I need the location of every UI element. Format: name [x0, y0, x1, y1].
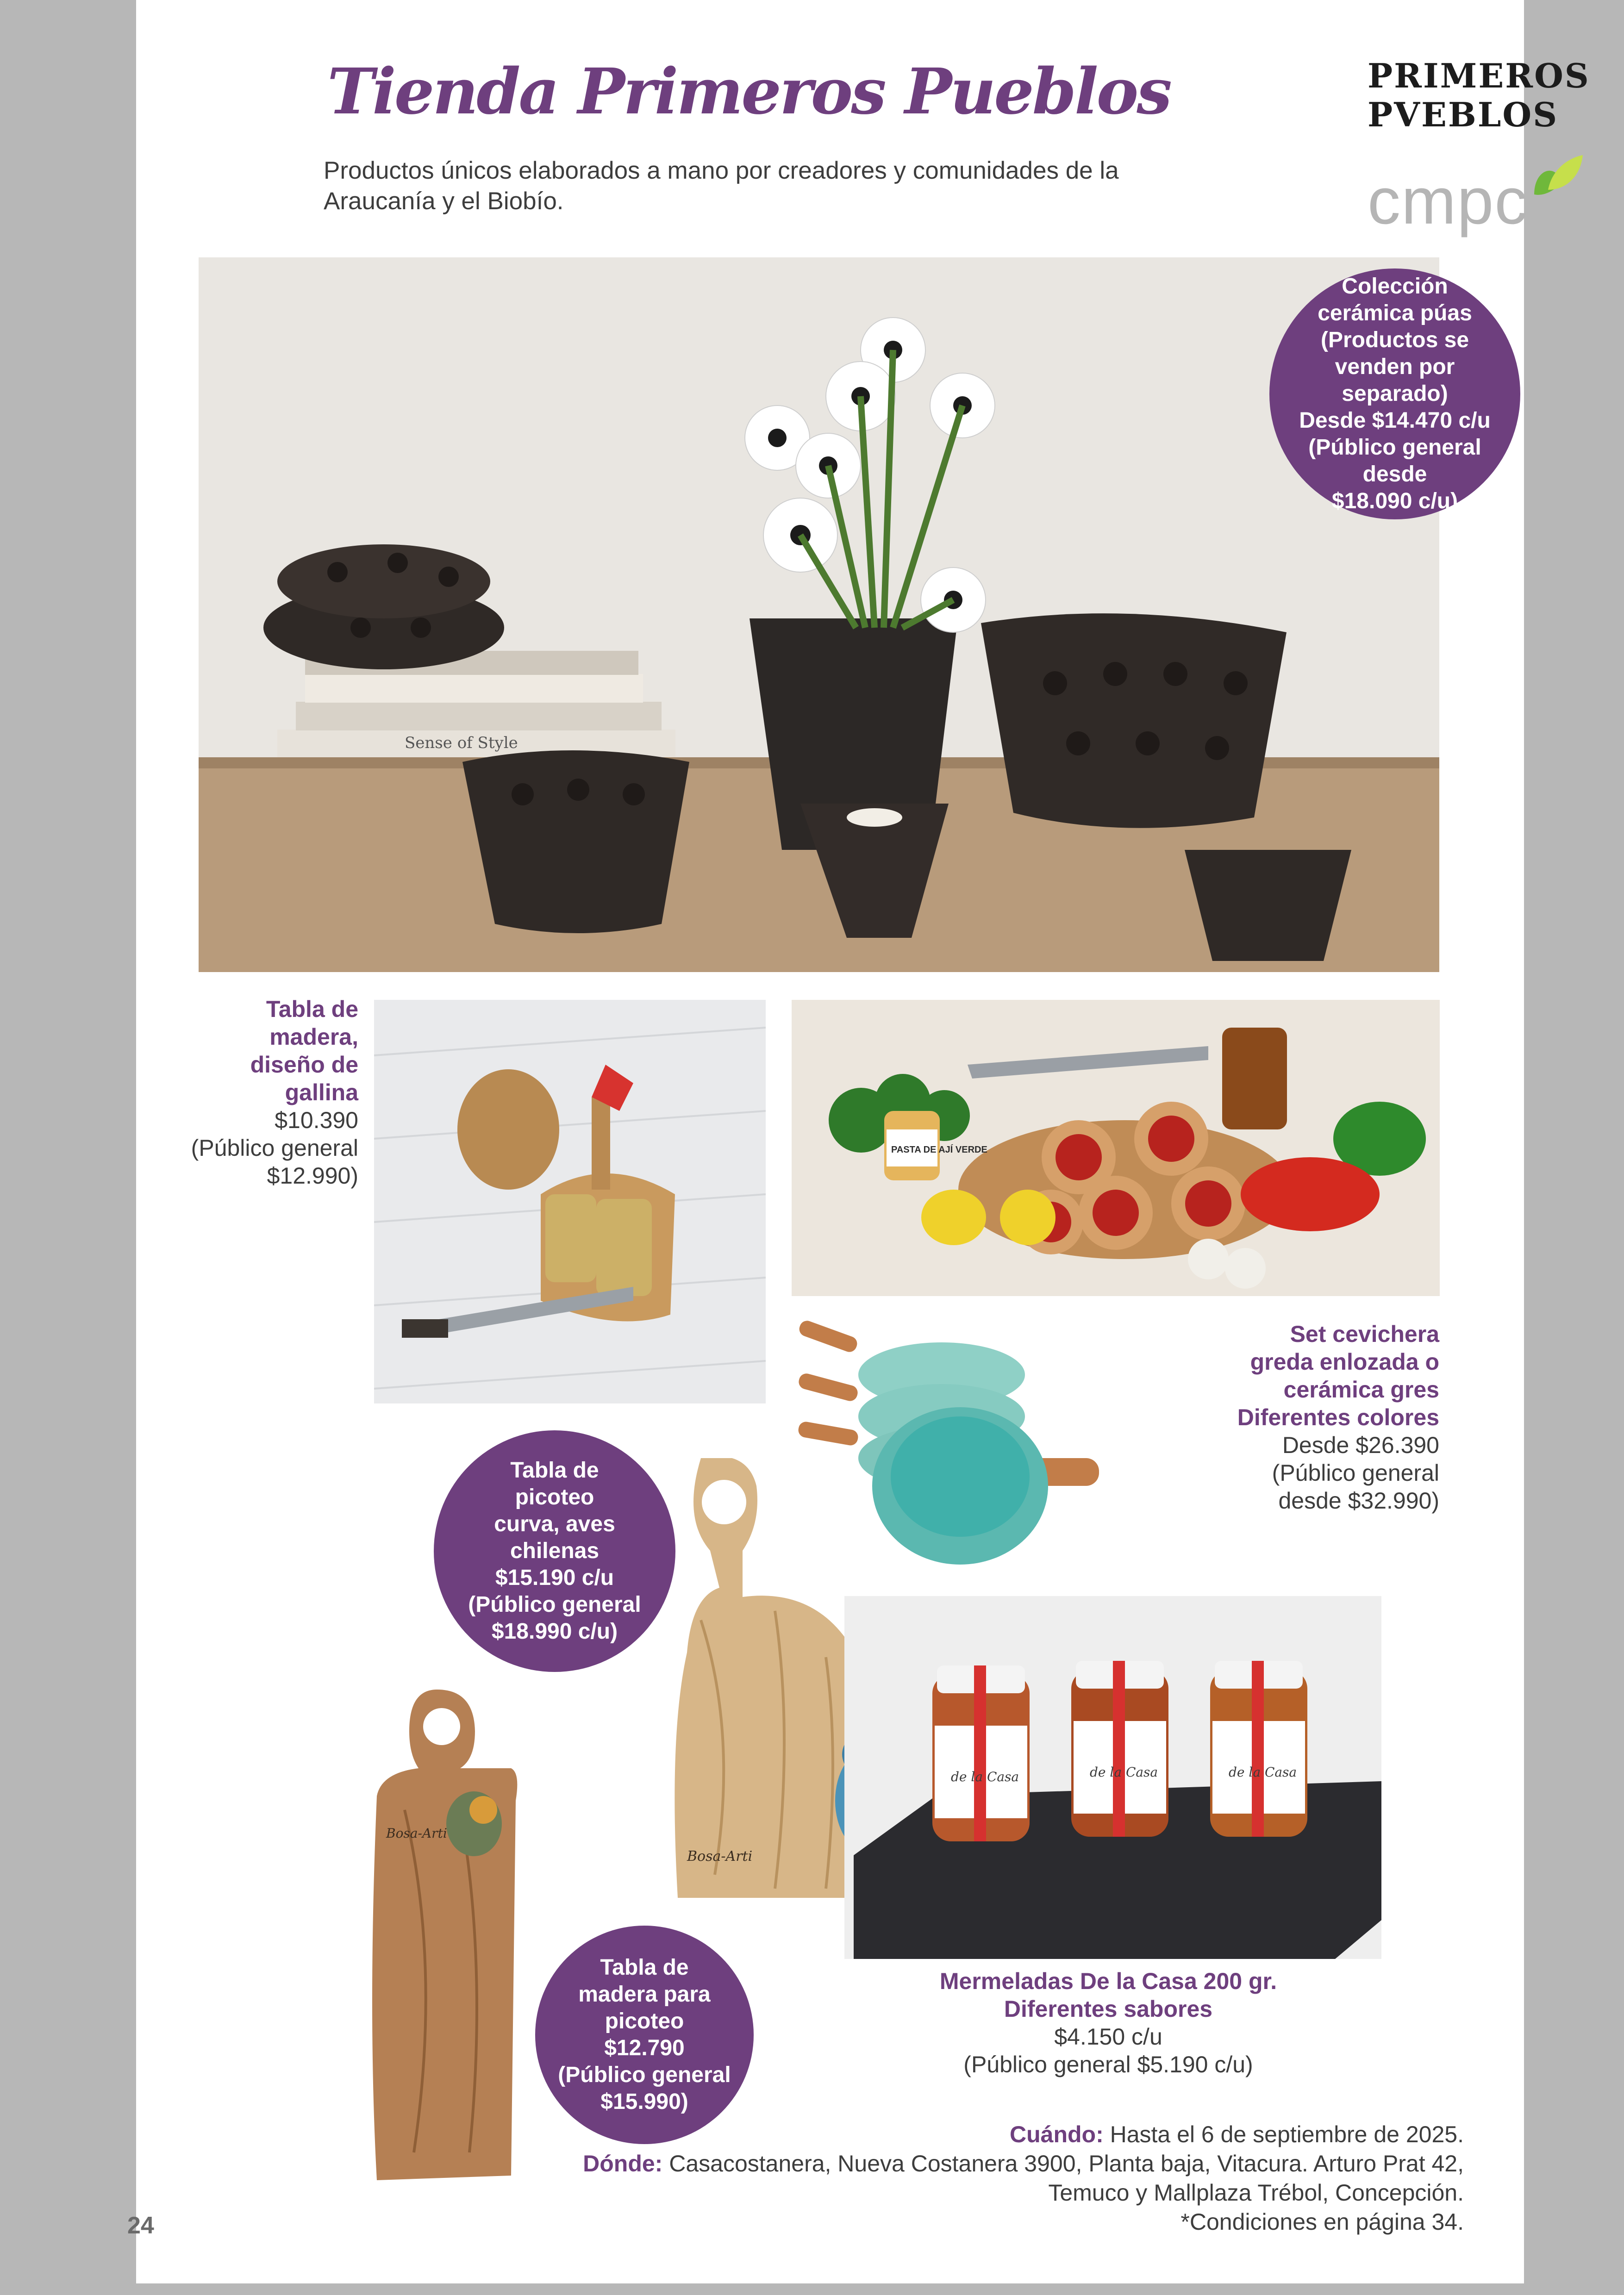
page: [136, 0, 1590, 2283]
donde-text: Casacostanera, Nueva Costanera 3900, Planta baja, Vitacura. Arturo Prat 42,: [662, 2151, 1464, 2177]
page-number: 24: [127, 2212, 154, 2239]
product-name: Tabla de: [266, 996, 358, 1022]
donde-line-2: Temuco y Mallplaza Trébol, Concepción.: [1048, 2180, 1464, 2206]
caption-mermeladas: [923, 1967, 1293, 2078]
jam-jars-photo: [844, 1596, 1381, 1959]
product-name: greda enlozada o: [1250, 1349, 1439, 1375]
cevichera-lifestyle-photo: [792, 1000, 1440, 1296]
logo-line-1: PRIMEROS: [1368, 56, 1590, 95]
badge-line: (Productos se: [1320, 328, 1469, 352]
badge-line: madera para: [578, 1982, 711, 2007]
product-price: Desde $26.390: [1282, 1432, 1439, 1458]
hen-board-photo: [374, 1000, 766, 1403]
badge-line: (Público general: [558, 2063, 731, 2087]
badge-line: (Público general: [468, 1592, 641, 1617]
primeros-pueblos-logo: [1368, 56, 1590, 134]
badge-line: $18.990 c/u): [491, 1619, 618, 1644]
product-name: madera,: [269, 1024, 358, 1050]
jar-label-text: PASTA DE AJÍ VERDE: [891, 1145, 987, 1155]
badge-line: $15.990): [600, 2089, 688, 2114]
public-price: (Público general: [1272, 1460, 1439, 1486]
badge-line: picoteo: [515, 1485, 594, 1509]
book-title-text: Sense of Style: [405, 734, 518, 752]
product-name: Diferentes colores: [1237, 1404, 1439, 1430]
badge-line: $12.790: [604, 2036, 685, 2060]
badge-line: (Público general: [1308, 435, 1481, 460]
public-price: $12.990): [267, 1163, 358, 1189]
badge-line: curva, aves: [494, 1512, 615, 1536]
badge-line: chilenas: [510, 1539, 600, 1563]
badge-line: $18.090 c/u): [1331, 489, 1458, 513]
badge-line: desde: [1362, 462, 1427, 486]
page-title: Tienda Primeros Pueblos: [327, 55, 1170, 129]
product-name: Diferentes sabores: [1004, 1996, 1213, 2022]
public-price: (Público general $5.190 c/u): [963, 2052, 1253, 2077]
product-name: diseño de: [250, 1052, 358, 1078]
badge-line: separado): [1342, 381, 1448, 406]
badge-line: picoteo: [605, 2009, 684, 2033]
badge-picoteo-aves: [434, 1430, 675, 1672]
cmpc-logo: cmpc: [1368, 164, 1529, 238]
product-name: gallina: [285, 1079, 358, 1105]
logo-line-2: PVEBLOS: [1368, 95, 1559, 134]
jar-brand: de la Casa: [1229, 1765, 1297, 1780]
board-brand-text: Bosa-Arti: [687, 1848, 753, 1865]
public-price: desde $32.990): [1278, 1488, 1439, 1514]
conditions-note: *Condiciones en página 34.: [1181, 2209, 1464, 2235]
badge-line: venden por: [1335, 355, 1455, 379]
leaf-icon: [1530, 153, 1585, 199]
cuando-text: Hasta el 6 de septiembre de 2025.: [1103, 2121, 1464, 2147]
badge-line: Tabla de: [600, 1955, 689, 1980]
caption-tabla-gallina: [182, 995, 358, 1190]
product-name: Set cevichera: [1290, 1321, 1439, 1347]
product-name: cerámica gres: [1283, 1377, 1439, 1403]
donde-label: Dónde:: [583, 2151, 663, 2177]
donde-line: [583, 2149, 1464, 2178]
badge-ceramica: [1269, 268, 1520, 519]
cuando-label: Cuándo:: [1009, 2121, 1104, 2147]
product-name: Mermeladas De la Casa 200 gr.: [939, 1968, 1277, 1994]
public-price: (Público general: [191, 1135, 358, 1161]
caption-cevichera: [1101, 1320, 1439, 1515]
long-board-image: [368, 1690, 525, 2180]
badge-line: Tabla de: [510, 1458, 599, 1483]
page-subtitle: Productos únicos elaborados a mano por creadores y comunidades de la Araucanía y el Biobío.: [324, 157, 1119, 215]
board-brand-text: Bosa-Arti: [386, 1826, 447, 1841]
jar-brand: de la Casa: [1090, 1765, 1158, 1780]
event-info: [583, 2120, 1464, 2237]
badge-line: Colección: [1342, 274, 1448, 299]
badge-line: Desde $14.470 c/u: [1299, 408, 1491, 433]
cuando-line: [583, 2120, 1464, 2149]
jar-brand: de la Casa: [951, 1769, 1019, 1784]
badge-line: cerámica púas: [1318, 301, 1472, 325]
badge-tabla-picoteo: [535, 1926, 754, 2144]
badge-line: $15.190 c/u: [495, 1565, 614, 1590]
ceramics-photo: [199, 257, 1439, 972]
product-price: $4.150 c/u: [1054, 2024, 1162, 2050]
product-price: $10.390: [275, 1107, 358, 1133]
